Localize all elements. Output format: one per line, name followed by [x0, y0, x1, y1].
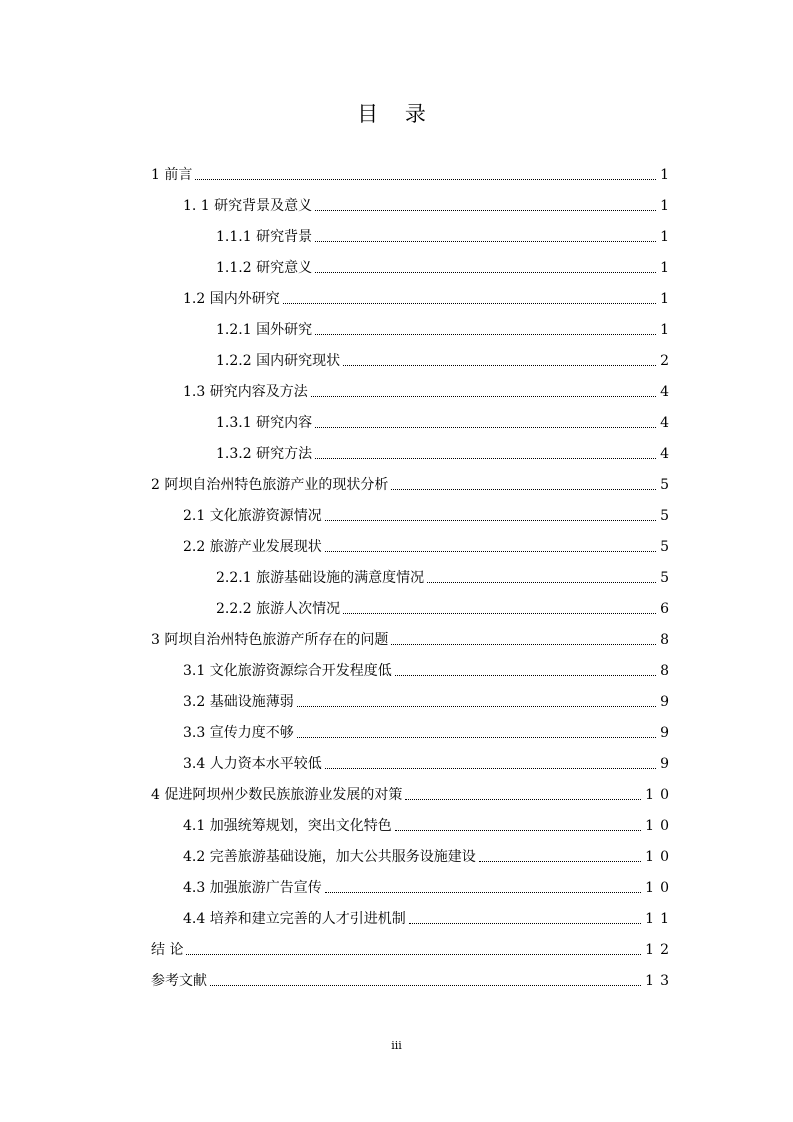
dot-leader — [325, 892, 641, 893]
dot-leader — [405, 799, 641, 800]
toc-entry-label: 4.3 加强旅游广告宣传 — [183, 880, 322, 896]
dot-leader — [391, 489, 656, 490]
toc-entry-label: 1.2.1 国外研究 — [216, 322, 313, 338]
toc-entry[interactable] — [216, 439, 669, 463]
toc-entry-page: 1 — [660, 229, 669, 245]
toc-entry[interactable] — [151, 470, 669, 494]
toc-entry[interactable] — [183, 904, 675, 928]
toc-entry[interactable] — [183, 842, 675, 866]
toc-entry-label: 1.3 研究内容及方法 — [183, 384, 308, 400]
toc-entry-label: 4 促进阿坝州少数民族旅游业发展的对策 — [151, 787, 403, 803]
toc-entry-label: 2 阿坝自治州特色旅游产业的现状分析 — [151, 477, 389, 493]
toc-entry[interactable] — [183, 377, 669, 401]
dot-leader — [325, 551, 656, 552]
dot-leader — [315, 458, 656, 459]
toc-entry-page: 1 — [660, 322, 669, 338]
dot-leader — [391, 644, 656, 645]
toc-entry-page: 1 — [660, 291, 669, 307]
toc-entry-page: 4 — [660, 446, 669, 462]
toc-entry-page: 11 — [645, 911, 675, 927]
toc-entry[interactable] — [183, 501, 669, 525]
toc-entry-label: 1.2 国内外研究 — [183, 291, 280, 307]
toc-entry-page: 13 — [645, 973, 675, 989]
toc-entry[interactable] — [183, 873, 675, 897]
toc-entry-page: 10 — [645, 818, 675, 834]
toc-entry-label: 1.3.1 研究内容 — [216, 415, 313, 431]
toc-entry[interactable] — [151, 160, 669, 184]
toc-entry-label: 3.1 文化旅游资源综合开发程度低 — [183, 663, 392, 679]
toc-entry[interactable] — [183, 811, 675, 835]
toc-entry-page: 6 — [660, 601, 669, 617]
toc-entry-page: 5 — [660, 570, 669, 586]
toc-entry-page: 1 — [660, 198, 669, 214]
dot-leader — [395, 675, 656, 676]
toc-entry[interactable] — [216, 222, 669, 246]
toc-entry-label: 1.3.2 研究方法 — [216, 446, 313, 462]
toc-entry-label: 结 论 — [151, 942, 184, 958]
toc-entry[interactable] — [183, 718, 669, 742]
toc-entry-label: 3.4 人力资本水平较低 — [183, 756, 322, 772]
toc-entry-label: 4.4 培养和建立完善的人才引进机制 — [183, 911, 406, 927]
toc-entry-label: 2.1 文化旅游资源情况 — [183, 508, 322, 524]
toc-entry-page: 2 — [660, 353, 669, 369]
toc-entry[interactable] — [216, 594, 669, 618]
toc-entry[interactable] — [151, 966, 675, 990]
toc-entry[interactable] — [151, 935, 675, 959]
toc-entry[interactable] — [183, 687, 669, 711]
dot-leader — [195, 179, 656, 180]
toc-entry-page: 8 — [660, 663, 669, 679]
toc-entry-page: 9 — [660, 725, 669, 741]
dot-leader — [427, 582, 656, 583]
toc-entry-label: 2.2.1 旅游基础设施的满意度情况 — [216, 570, 425, 586]
toc-entry-page: 1 — [660, 260, 669, 276]
dot-leader — [409, 923, 641, 924]
toc-entry[interactable] — [183, 191, 669, 215]
toc-entry[interactable] — [183, 749, 669, 773]
toc-entry-page: 9 — [660, 694, 669, 710]
toc-entry[interactable] — [216, 315, 669, 339]
toc-entry-label: 4.2 完善旅游基础设施，加大公共服务设施建设 — [183, 849, 476, 865]
toc-entry-label: 1. 1 研究背景及意义 — [183, 198, 313, 214]
toc-entry-label: 2.2 旅游产业发展现状 — [183, 539, 322, 555]
toc-entry[interactable] — [216, 408, 669, 432]
toc-entry-page: 5 — [660, 508, 669, 524]
dot-leader — [297, 737, 656, 738]
dot-leader — [343, 365, 656, 366]
dot-leader — [325, 520, 656, 521]
toc-entry[interactable] — [216, 253, 669, 277]
dot-leader — [315, 427, 656, 428]
dot-leader — [325, 768, 656, 769]
toc-entry-label: 1.1.2 研究意义 — [216, 260, 313, 276]
dot-leader — [315, 210, 656, 211]
toc-entry[interactable] — [183, 532, 669, 556]
toc-entry[interactable] — [183, 284, 669, 308]
toc-entry-label: 1 前言 — [151, 167, 193, 183]
toc-entry-page: 5 — [660, 477, 669, 493]
toc-entry-page: 9 — [660, 756, 669, 772]
dot-leader — [343, 613, 656, 614]
dot-leader — [297, 706, 656, 707]
toc-entry-page: 12 — [645, 942, 675, 958]
toc-entry-label: 2.2.2 旅游人次情况 — [216, 601, 341, 617]
toc-entry-label: 4.1 加强统筹规划，突出文化特色 — [183, 818, 392, 834]
toc-entry-label: 3.2 基础设施薄弱 — [183, 694, 294, 710]
dot-leader — [479, 861, 641, 862]
toc-entry-page: 5 — [660, 539, 669, 555]
toc-entry-label: 参考文献 — [151, 973, 207, 989]
toc-entry[interactable] — [151, 625, 669, 649]
toc-entry[interactable] — [151, 780, 675, 804]
toc-entry-page: 1 — [660, 167, 669, 183]
toc-entry-page: 4 — [660, 384, 669, 400]
toc-entry-page: 10 — [645, 787, 675, 803]
toc-entry[interactable] — [216, 346, 669, 370]
toc-entry-page: 10 — [645, 849, 675, 865]
toc-entry-label: 1.2.2 国内研究现状 — [216, 353, 341, 369]
dot-leader — [283, 303, 656, 304]
toc-entry-page: 10 — [645, 880, 675, 896]
page-title: 目 录 — [357, 102, 436, 126]
dot-leader — [315, 272, 656, 273]
toc-entry-page: 4 — [660, 415, 669, 431]
page-number-footer: iii — [391, 1039, 402, 1052]
toc-entry-page: 8 — [660, 632, 669, 648]
toc-entry[interactable] — [216, 563, 669, 587]
toc-entry-label: 3.3 宣传力度不够 — [183, 725, 294, 741]
dot-leader — [315, 241, 656, 242]
dot-leader — [311, 396, 656, 397]
dot-leader — [395, 830, 641, 831]
toc-entry[interactable] — [183, 656, 669, 680]
toc-entry-label: 3 阿坝自治州特色旅游产所存在的问题 — [151, 632, 389, 648]
toc-entry-label: 1.1.1 研究背景 — [216, 229, 313, 245]
dot-leader — [315, 334, 656, 335]
dot-leader — [210, 985, 641, 986]
dot-leader — [186, 954, 641, 955]
